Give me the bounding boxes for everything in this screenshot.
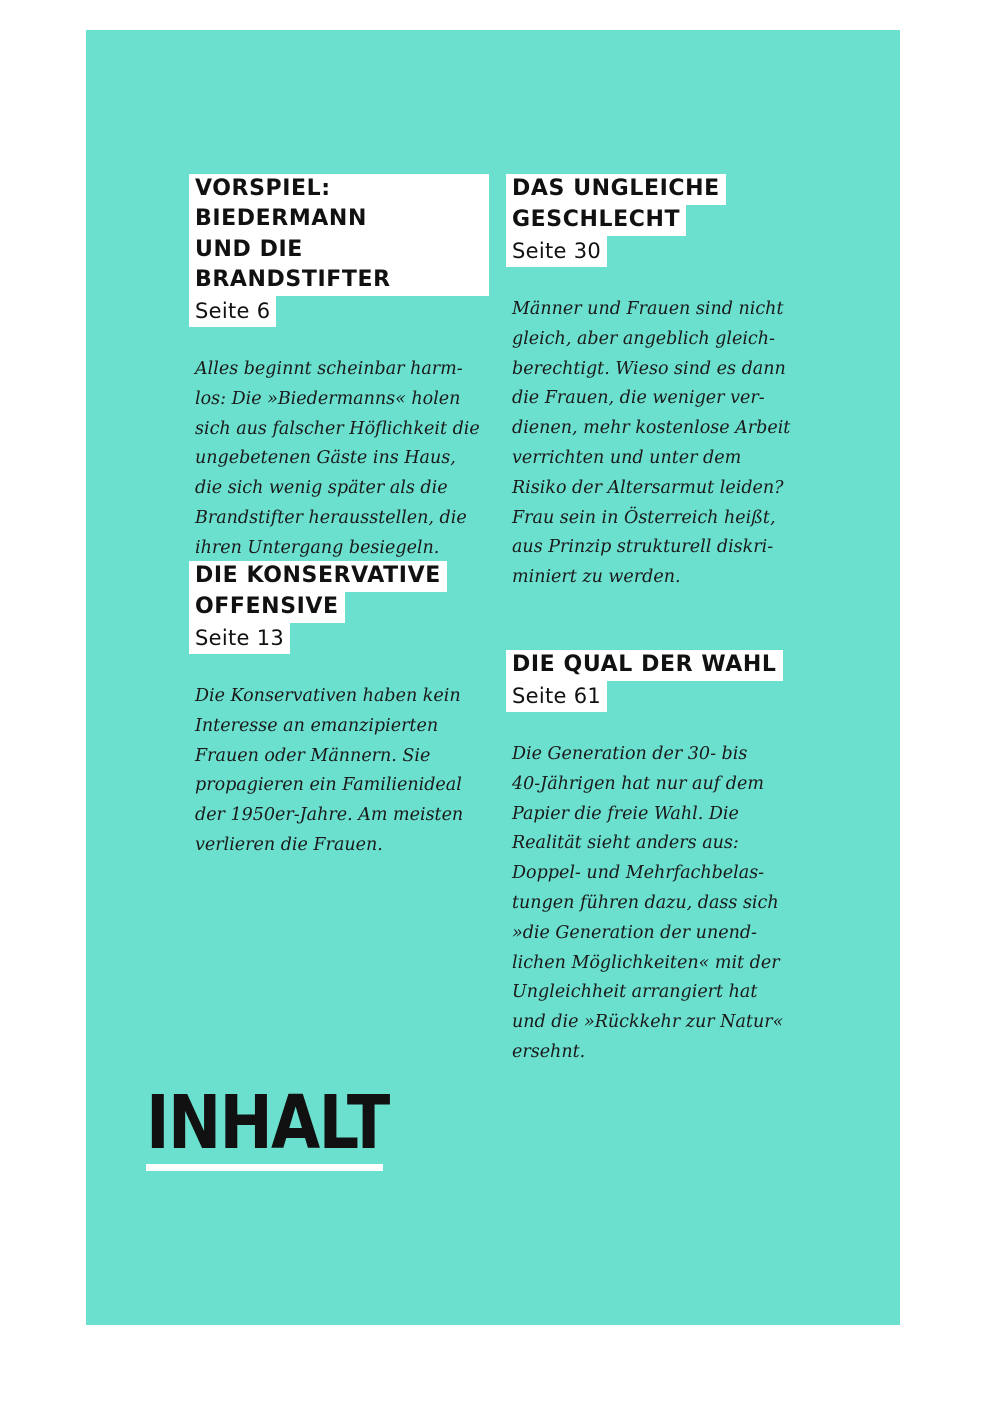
heading-line: DIE KONSERVATIVE <box>189 561 447 592</box>
page-reference: Seite 6 <box>189 296 489 327</box>
heading-line: GESCHLECHT <box>506 205 686 236</box>
toc-entry-qual-der-wahl[interactable] <box>506 650 806 1068</box>
heading-line: UND DIE BRANDSTIFTER <box>189 235 489 296</box>
entry-teaser: Männer und Frauen sind nicht gleich, aber angeblich gleich- berechtigt. Wieso sind es dann die Frauen, die weniger ver- dienen, mehr kostenlose Arbeit verrichten und unter dem Risiko der Altersarmut leiden? Frau sein in Österreich heißt, aus Prinzip strukturell diskri- miniert zu werden. <box>512 299 791 588</box>
entry-heading <box>189 561 489 623</box>
entry-teaser: Die Konservativen haben kein Interesse an emanzipierten Frauen oder Männern. Sie propagieren ein Familienideal der 1950er-Jahre. Am meisten verlieren die Frauen. <box>195 686 464 855</box>
entry-teaser: Alles beginnt scheinbar harm- los: Die »Biedermanns« holen sich aus falscher Höflichkeit die ungebetenen Gäste ins Haus, die sich wenig später als die Brandstifter herausstellen, die ihren Untergang besiegeln. <box>195 359 480 558</box>
page-reference: Seite 13 <box>189 623 489 654</box>
heading-line: DAS UNGLEICHE <box>506 174 726 205</box>
heading-line: DIE QUAL DER WAHL <box>506 650 783 681</box>
page-reference: Seite 30 <box>506 236 806 267</box>
toc-title: INHALT <box>146 1080 389 1166</box>
toc-entry-konservative-offensive[interactable] <box>189 561 489 861</box>
heading-line: VORSPIEL: BIEDERMANN <box>189 174 489 235</box>
toc-title-block <box>146 1080 428 1171</box>
entry-heading <box>506 650 806 681</box>
entry-heading <box>189 174 489 296</box>
entry-teaser: Die Generation der 30- bis 40-Jährigen hat nur auf dem Papier die freie Wahl. Die Realität sieht anders aus: Doppel- und Mehrfachbelas- tungen führen dazu, dass sich »die Generation der unend- lichen Möglichkeiten« mit der Ungleichheit arrangiert hat und die »Rückkehr zur Natur« ersehnt. <box>512 744 784 1062</box>
toc-entry-ungleiche-geschlecht[interactable] <box>506 174 806 593</box>
heading-line: OFFENSIVE <box>189 592 345 623</box>
entry-heading <box>506 174 806 236</box>
toc-entry-biedermann[interactable] <box>189 174 489 564</box>
page-reference: Seite 61 <box>506 681 806 712</box>
